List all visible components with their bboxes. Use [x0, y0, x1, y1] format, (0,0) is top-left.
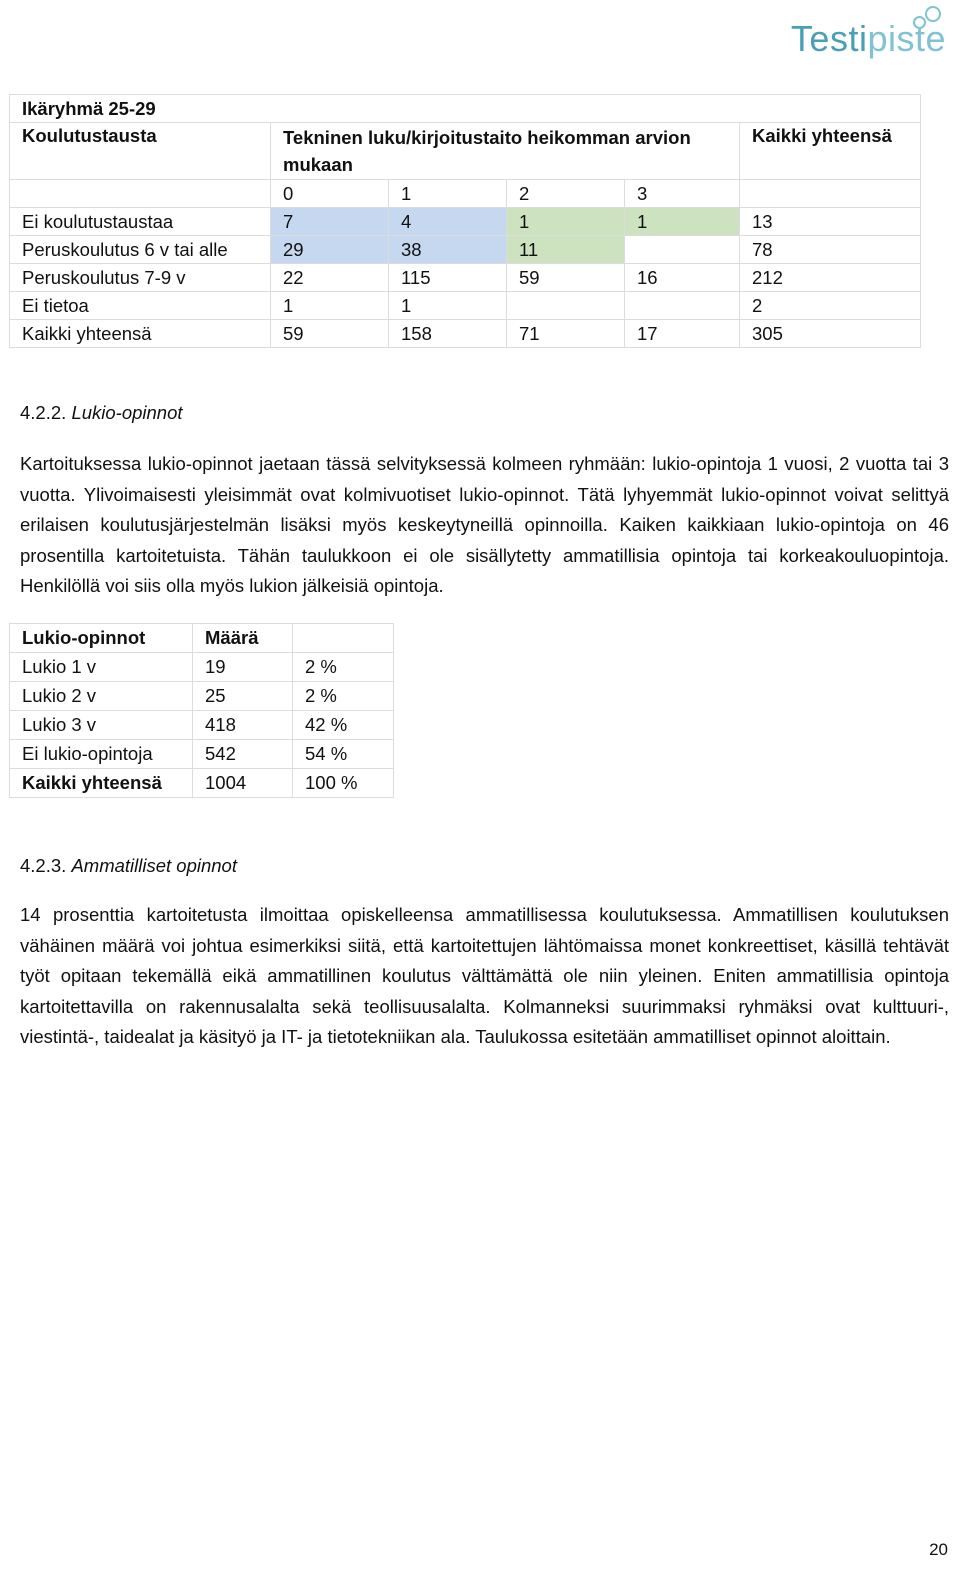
cell-percent: 54 % [293, 740, 394, 769]
cell-value: 158 [389, 320, 507, 348]
table1-level: 3 [625, 180, 740, 208]
cell-value: 59 [271, 320, 389, 348]
cell-value: 22 [271, 264, 389, 292]
row-label: Peruskoulutus 7-9 v [10, 264, 271, 292]
upper-secondary-studies-table [9, 623, 394, 798]
section-number: 4.2.2. [20, 402, 67, 423]
page-number: 20 [929, 1540, 948, 1559]
cell-percent: 42 % [293, 711, 394, 740]
cell-value: 4 [389, 208, 507, 236]
table1-cell [740, 180, 921, 208]
row-label: Lukio 2 v [10, 682, 193, 711]
table1-header-education: Koulutustausta [10, 123, 271, 180]
cell-value [507, 292, 625, 320]
row-label: Lukio 3 v [10, 711, 193, 740]
table1-header-skill: Tekninen luku/kirjoitustaito heikomman arvion mukaan [271, 123, 740, 180]
section-heading-ammatilliset [20, 855, 237, 877]
cell-value: 1 [389, 292, 507, 320]
row-label: Ei tietoa [10, 292, 271, 320]
table-row [10, 653, 394, 682]
table-row [10, 208, 921, 236]
section-paragraph-ammatilliset: 14 prosenttia kartoitetusta ilmoittaa opiskelleensa ammatillisessa koulutuksessa. Ammatillisen koulutuksen vähäinen määrä voi johtua esimerkiksi siitä, että kartoitettujen lähtömaissa monet konkreettiset, käsillä tehtävät työt opitaan tekemällä eikä ammatillinen koulutus välttämättä ole niin yleinen. Eniten ammatillisia opintoja kartoitettavilla on rakennusalalta sekä teollisuusalalta. Kolmanneksi suurimmaksi ryhmäksi ovat kulttuuri-, viestintä-, taidealat ja käsityö ja IT- ja tietotekniikan ala. Taulukossa esitetään ammatilliset opinnot aloittain. [20, 904, 949, 1047]
cell-value [625, 236, 740, 264]
table-row [10, 711, 394, 740]
table1-level: 0 [271, 180, 389, 208]
table-row [10, 236, 921, 264]
testipiste-logo [791, 18, 946, 60]
table-row [10, 740, 394, 769]
age-group-education-table [9, 94, 921, 348]
table1-cell [10, 180, 271, 208]
cell-percent: 2 % [293, 682, 394, 711]
row-label: Kaikki yhteensä [10, 769, 193, 798]
cell-percent: 2 % [293, 653, 394, 682]
section-paragraph-lukio: Kartoituksessa lukio-opinnot jaetaan tässä selvityksessä kolmeen ryhmään: lukio-opintoja 1 vuosi, 2 vuotta tai 3 vuotta. Ylivoimaisesti yleisimmät ovat kolmivuotiset lukio-opinnot. Tätä lyhyemmät lukio-opinnot voivat selittyä erilaisen koulutusjärjestelmän lisäksi myös keskeytyneillä opinnoilla. Kaiken kaikkiaan lukio-opintoja on 46 prosentilla kartoitetuista. Tähän taulukkoon ei ole sisällytetty ammatillisia opintoja tai korkeakouluopintoja. Henkilöllä voi siis olla myös lukion jälkeisiä opintoja. [20, 453, 949, 596]
logo-text-accent: piste [867, 18, 946, 59]
cell-total: 78 [740, 236, 921, 264]
cell-value: 71 [507, 320, 625, 348]
table-row [10, 769, 394, 798]
row-label: Lukio 1 v [10, 653, 193, 682]
cell-value: 16 [625, 264, 740, 292]
cell-amount: 1004 [193, 769, 293, 798]
table-row [10, 320, 921, 348]
cell-value: 115 [389, 264, 507, 292]
cell-total: 2 [740, 292, 921, 320]
table2-cell [293, 624, 394, 653]
cell-total: 305 [740, 320, 921, 348]
row-label: Ei lukio-opintoja [10, 740, 193, 769]
section-number: 4.2.3. [20, 855, 67, 876]
logo-dots-icon [911, 4, 941, 34]
table1-group-title: Ikäryhmä 25-29 [10, 95, 921, 123]
table-row [10, 682, 394, 711]
cell-amount: 542 [193, 740, 293, 769]
cell-total: 13 [740, 208, 921, 236]
section-title: Ammatilliset opinnot [71, 855, 237, 876]
table1-level: 2 [507, 180, 625, 208]
row-label: Peruskoulutus 6 v tai alle [10, 236, 271, 264]
section-heading-lukio [20, 402, 183, 424]
table2-header-studies: Lukio-opinnot [10, 624, 193, 653]
section-title: Lukio-opinnot [71, 402, 183, 423]
cell-amount: 19 [193, 653, 293, 682]
cell-value [625, 292, 740, 320]
cell-percent: 100 % [293, 769, 394, 798]
table-row [10, 264, 921, 292]
table-row [10, 292, 921, 320]
cell-value: 59 [507, 264, 625, 292]
row-label: Kaikki yhteensä [10, 320, 271, 348]
cell-value: 11 [507, 236, 625, 264]
cell-value: 1 [271, 292, 389, 320]
table1-header-total: Kaikki yhteensä [740, 123, 921, 180]
cell-total: 212 [740, 264, 921, 292]
cell-value: 7 [271, 208, 389, 236]
cell-value: 1 [625, 208, 740, 236]
cell-value: 17 [625, 320, 740, 348]
cell-amount: 25 [193, 682, 293, 711]
cell-value: 38 [389, 236, 507, 264]
cell-value: 1 [507, 208, 625, 236]
logo-text-main: Testi [790, 18, 868, 59]
table1-level: 1 [389, 180, 507, 208]
cell-amount: 418 [193, 711, 293, 740]
table2-header-amount: Määrä [193, 624, 293, 653]
cell-value: 29 [271, 236, 389, 264]
row-label: Ei koulutustaustaa [10, 208, 271, 236]
